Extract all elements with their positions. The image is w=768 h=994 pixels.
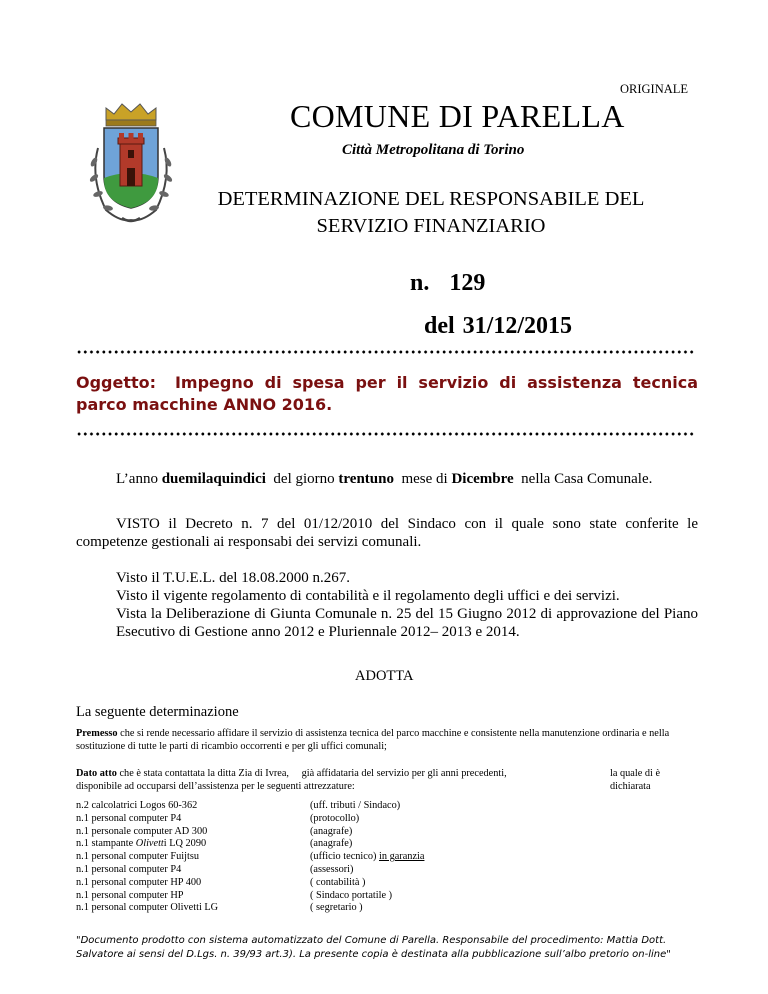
following-determination: La seguente determinazione [76, 704, 239, 720]
decree-text: VISTO il Decreto n. 7 del 01/12/2010 del Sindaco con il quale sono state conferite le competenze gestionali ai responsabi dei servizi comunali. [76, 516, 698, 550]
footer-note: "Documento prodotto con sistema automatizzato del Comune di Parella. Responsabile del procedimento: Mattia Dott. Salvatore ai sensi del D.Lgs. n. 39/93 art.3). La presente copia è destinata alla pubblicazione sull’albo pretorio on-line" [76, 935, 671, 960]
list-item: n.1 stampante Olivetti LQ 2090 (anagrafe) [76, 838, 353, 850]
list-item: n.1 personal computer HP 400 ( contabilità ) [76, 876, 366, 888]
warranty-note: in garanzia [379, 851, 425, 863]
acknowledgement-text-4: disponibile ad occuparsi dell’assistenza per le seguenti attrezzature: [76, 781, 355, 792]
acknowledgement-label: Dato atto [76, 768, 117, 779]
dotted-separator [76, 432, 696, 436]
dotted-separator [76, 350, 696, 354]
list-item: n.1 personal computer P4 (assessori) [76, 863, 354, 875]
adopts-heading: ADOTTA [355, 668, 414, 684]
date-label: del [424, 313, 455, 339]
metropolitan-city: Città Metropolitana di Torino [342, 142, 525, 158]
determination-title [176, 186, 686, 240]
municipality-name: COMUNE DI PARELLA [290, 98, 625, 134]
municipal-crest-icon [76, 98, 186, 228]
list-item: n.1 personal computer Olivetti LG ( segretario ) [76, 902, 363, 914]
place-text: nella Casa Comunale. [521, 471, 653, 487]
number-label: n. [410, 270, 430, 296]
day-text: del giorno [273, 471, 335, 487]
list-item: n.1 personale computer AD 300 (anagrafe) [76, 825, 353, 837]
premise-paragraph [76, 727, 698, 753]
premise-label: Premesso [76, 728, 118, 739]
determination-title-line1: DETERMINAZIONE DEL RESPONSABILE DEL [217, 188, 645, 210]
acknowledgement-paragraph [76, 767, 698, 793]
number-value: 129 [449, 270, 486, 296]
reference-line: Visto il T.U.E.L. del 18.08.2000 n.267. [116, 570, 350, 586]
list-item: n.1 personal computer HP ( Sindaco portatile ) [76, 889, 393, 901]
year-value: duemilaquindici [161, 471, 266, 487]
references-list [116, 569, 698, 641]
month-value: Dicembre [451, 471, 514, 487]
acknowledgement-text-2: già affidataria del servizio per gli anni precedenti, [301, 768, 507, 779]
list-item: n.1 personal computer Fuijtsu (ufficio tecnico) in garanzia [76, 851, 425, 863]
day-value: trentuno [338, 471, 394, 487]
decree-paragraph [76, 515, 698, 551]
original-label: ORIGINALE [620, 82, 689, 96]
premise-text: che si rende necessario affidare il servizio di assistenza tecnica del parco macchine e consistente nella manutenzione ordinaria e nella sostituzione di tutte le parti di ricambio occorrenti e per gli uffici comunali; [76, 728, 670, 752]
determination-number [410, 270, 485, 297]
reference-line: Vista la Deliberazione di Giunta Comunale n. 25 del 15 Giugno 2012 di approvazione del Piano Esecutivo di Gestione anno 2012 e Pluriennale 2012– 2013 e 2014. [116, 606, 698, 640]
acknowledgement-text-1: che è stata contattata la ditta Zia di Ivrea, [119, 768, 290, 779]
date-value: 31/12/2015 [462, 313, 573, 339]
determination-title-line2: SERVIZIO FINANZIARIO [316, 215, 546, 237]
year-paragraph [116, 470, 652, 488]
list-item: n.2 calcolatrici Logos 60-362 (uff. tributi / Sindaco) [76, 800, 401, 811]
equipment-list [76, 800, 425, 915]
month-text: mese di [401, 471, 448, 487]
subject [76, 372, 698, 416]
subject-label: Oggetto: [76, 373, 157, 392]
list-item: n.1 personal computer P4 (protocollo) [76, 812, 360, 824]
subject-text: Impegno di spesa per il servizio di assistenza tecnica parco macchine ANNO 2016. [76, 373, 698, 414]
year-text: L’anno [116, 471, 158, 487]
reference-line: Visto il vigente regolamento di contabilità e il regolamento degli uffici e dei servizi. [116, 588, 620, 604]
acknowledgement-text-3: la quale di è dichiarata [610, 768, 661, 792]
determination-date [424, 313, 572, 340]
